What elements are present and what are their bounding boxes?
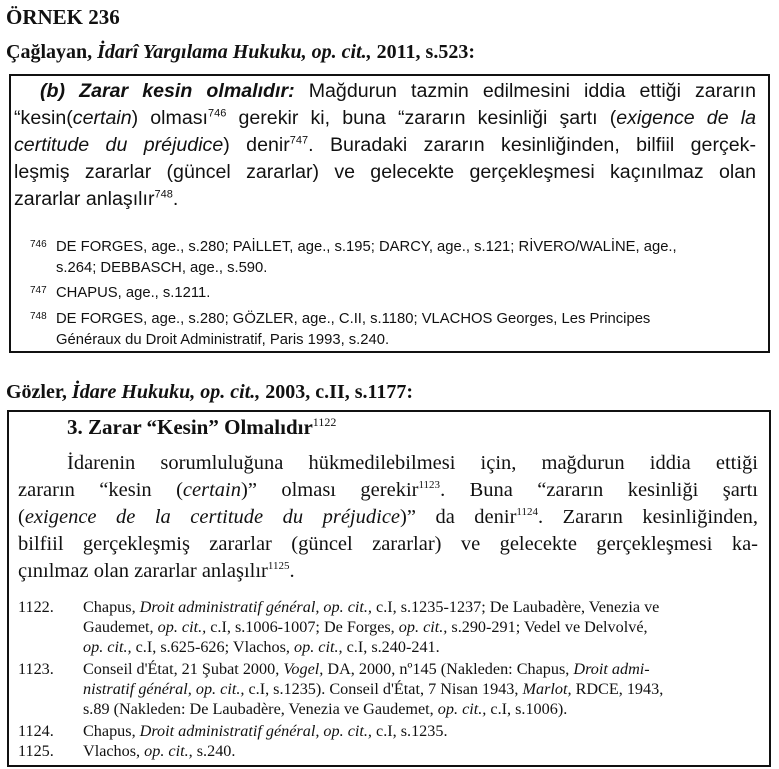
footnote-line (83, 637, 440, 657)
quote-2-line (18, 477, 758, 504)
text-run: Gaudemet, (83, 618, 158, 636)
footnote-number: 1123. (18, 660, 54, 678)
text-run: ) denir (223, 134, 290, 156)
text-run: Mağdurun tazmin edilmesini iddia ettiği zararın (294, 80, 756, 102)
text-run: İdarenin sorumluluğuna hükmedilebilmesi için, mağdurun iddia ettiği (67, 452, 758, 474)
footnote-number: 1124. (18, 722, 54, 740)
footnote-text: DE FORGES, age., s.280; GÖZLER, age., C.II, s.1180; VLACHOS Georges, Les Principes (56, 311, 651, 327)
text-run: s.89 (Nakleden: De Laubadère, Venezia ve Gaudemet, (83, 700, 438, 718)
quote-1-line (14, 132, 756, 159)
text-run: )” da denir (400, 506, 517, 528)
quote-1-line (14, 159, 756, 186)
text-run: Vlachos, (83, 742, 145, 760)
quote-2-line (67, 450, 758, 477)
footnote-ref: 746 (207, 107, 227, 120)
text-run: Chapus, (83, 598, 140, 616)
text-run: c.I, s.1235-1237; De Laubadère, Venezia ve (371, 598, 660, 616)
italic-run: op. cit., (83, 638, 132, 656)
footnote-ref: 1122 (312, 415, 337, 429)
text-run: ( (18, 506, 25, 528)
footnote-line (83, 597, 659, 617)
text-run: . Buradaki zararın kesinliğinden, bilfiil gerçek- (308, 134, 756, 156)
footnote-line (83, 699, 567, 719)
italic-run: op. cit., (157, 618, 207, 636)
footnote-line (83, 617, 648, 637)
italic-run: op. cit., (398, 618, 448, 636)
quote-2-line (18, 531, 758, 558)
quote-2-body (18, 450, 758, 585)
text-run: . Buna “zararın kesinliği şartı (440, 479, 759, 501)
text-run: c.I, s.625-626; Vlachos, (131, 638, 295, 656)
footnote-text: CHAPUS, age., s.1211. (56, 285, 211, 301)
text-run: c.I, s.1235). Conseil d'État, 7 Nisan 1943, (244, 680, 523, 698)
italic-run: exigence de la certitude du préjudice (24, 506, 401, 528)
footnote-ref: 1123 (418, 479, 441, 492)
footnote-ref: 1124 (516, 506, 538, 519)
text-run: RDCE, 1943, (571, 680, 664, 698)
footnote-text: DE FORGES, age., s.280; PAİLLET, age., s.195; DARCY, age., s.121; RİVERO/WALİNE, age., (56, 239, 677, 255)
italic-run: certain (182, 479, 241, 501)
source-author: Çağlayan, (6, 41, 93, 63)
text-run: )” olması gerekir (241, 479, 419, 501)
text-run: DA, 2000, nº145 (Nakleden: Chapus, (323, 660, 574, 678)
italic-run: nistratif général, op. cit., (83, 680, 245, 698)
source-citation-2 (6, 381, 413, 404)
text-run: leşmiş zararlar (güncel zararlar) ve gelecekte gerçekleşmesi kaçınılmaz olan (14, 161, 756, 183)
text-run: c.I, s.1235. (371, 722, 448, 740)
footnote-ref: 748 (154, 188, 173, 201)
italic-run: Droit administratif général, op. cit., (139, 598, 372, 616)
source-book-title: İdarî Yargılama Hukuku, op. cit., (97, 41, 372, 63)
text-run: “kesin( (14, 107, 73, 129)
source-citation-1 (6, 41, 475, 64)
text-run: c.I, s.240-241. (342, 638, 440, 656)
italic-run: Vogel, (283, 660, 324, 678)
section-heading (67, 415, 336, 440)
text-run: c.I, s.1006). (486, 700, 568, 718)
text-run: s.240. (192, 742, 236, 760)
quote-1-line (14, 105, 756, 132)
text-run: zararlar anlaşılır (14, 188, 155, 210)
footnote-ref: 1125 (267, 560, 290, 573)
subheading-bold: (b) Zarar kesin olmalıdır: (40, 80, 295, 102)
quote-2-line (18, 504, 758, 531)
italic-run: op. cit., (144, 742, 193, 760)
text-run: Conseil d'État, 21 Şubat 2000, (83, 660, 284, 678)
footnote-number: 748 (30, 311, 47, 322)
text-run: c.I, s.1006-1007; De Forges, (206, 618, 399, 636)
text-run: zararın “kesin ( (18, 479, 183, 501)
source-book-title: İdare Hukuku, op. cit., (71, 381, 261, 403)
text-run: çınılmaz olan zararlar anlaşılır (18, 560, 268, 582)
italic-run: op. cit., (294, 638, 343, 656)
quote-2-line (18, 558, 758, 585)
italic-run: op. cit., (437, 700, 487, 718)
text-run: bilfiil gerçekleşmiş zararlar (güncel zararlar) ve gelecekte gerçekleşmesi ka- (18, 533, 758, 555)
text-run: s.290-291; Vedel ve Delvolvé, (447, 618, 648, 636)
footnote-ref: 747 (289, 134, 309, 147)
quote-1-body (14, 78, 756, 213)
text-run: . Zararın kesinliğinden, (538, 506, 758, 528)
text-run: . (289, 560, 295, 582)
section-heading-text: 3. Zarar “Kesin” Olmalıdır (67, 415, 313, 439)
text-run: . (172, 188, 179, 210)
footnote-number: 747 (30, 285, 47, 296)
footnote-line (83, 741, 235, 761)
italic-run: certitude du préjudice (14, 134, 224, 156)
quote-1-line (14, 186, 756, 213)
footnote-line (83, 721, 448, 741)
footnote-number: 1122. (18, 598, 54, 616)
footnote-number: 746 (30, 239, 47, 250)
italic-run: certain (72, 107, 132, 129)
footnote-line (83, 679, 663, 699)
footnote-line (83, 659, 650, 679)
italic-run: exigence de la (616, 107, 756, 129)
footnote-text: s.264; DEBBASCH, age., s.590. (56, 260, 268, 276)
source-year-page: 2011, s.523: (376, 41, 475, 63)
text-run: gerekir ki, buna “zararın kesinliği şartı ( (226, 107, 617, 129)
italic-run: Marlot, (522, 680, 572, 698)
italic-run: Droit admi- (573, 660, 650, 678)
example-number: ÖRNEK 236 (6, 5, 120, 29)
footnote-number: 1125. (18, 742, 54, 760)
footnote-text: Généraux du Droit Administratif, Paris 1993, s.240. (56, 332, 390, 348)
quote-1-line (40, 78, 756, 105)
text-run: Chapus, (83, 722, 140, 740)
text-run: ) olması (131, 107, 208, 129)
source-year-page: 2003, c.II, s.1177: (265, 381, 414, 403)
source-author: Gözler, (6, 381, 67, 403)
italic-run: Droit administratif général, op. cit., (139, 722, 372, 740)
